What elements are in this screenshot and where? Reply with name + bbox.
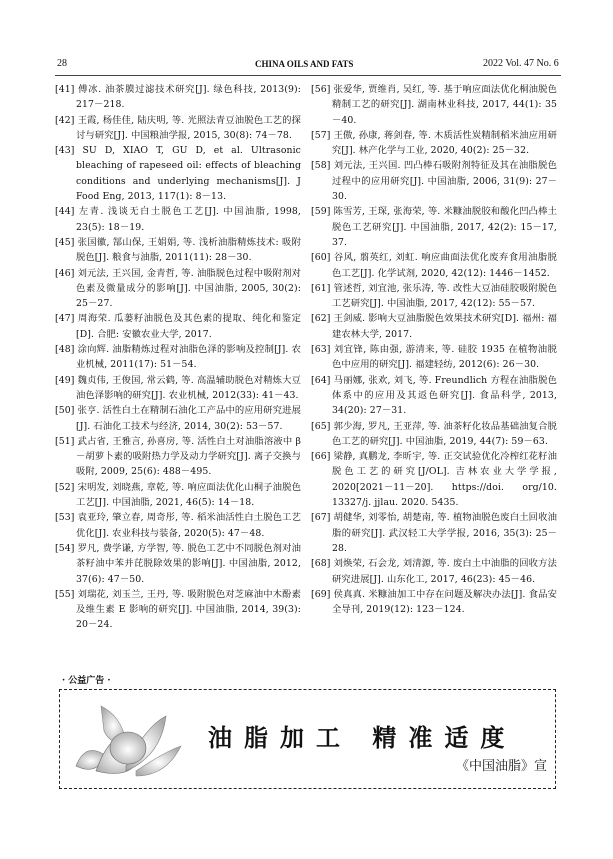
reference-entry: [48] 涂向辉. 油脂精炼过程对油脂色泽的影响及控制[J]. 农业机械, 2011(17): 51－54.: [55, 344, 301, 371]
reference-entry: [63] 刘宜锋, 陈由强, 游清来, 等. 硅胶 1935 在植物油脱色中应用的研究[J]. 福建轻纺, 2012(6): 26－30.: [311, 344, 557, 371]
reference-entry: [45] 张国徽, 郜山保, 王娟娟, 等. 浅析油脂精炼技术: 吸附脱色[J]. 粮食与油脂, 2011(11): 28－30.: [55, 236, 301, 264]
reference-entry: [57] 王傲, 孙康, 蒋剑春, 等. 木质活性炭精制稻米油应用研究[J]. 林产化学与工业, 2020, 40(2): 25－32.: [311, 129, 557, 157]
reference-entry: [49] 魏贞伟, 王俊国, 常云鹤, 等. 高温辅助脱色对精炼大豆油色泽影响的研究[J]. 农业机械, 2012(33): 41－43.: [55, 374, 301, 401]
reference-entry: [64] 马丽娜, 张欢, 刘飞, 等. Freundlich 方程在油脂脱色体系中的应用及其返色研究[J]. 食品科学, 2013, 34(20): 27－31.: [311, 374, 557, 417]
reference-entry: [59] 陈雪芳, 王琛, 张海荣, 等. 米糠油脱胶和酸化凹凸棒土脱色工艺研究[J]. 中国油脂, 2017, 42(2): 15－17, 37.: [311, 206, 557, 248]
reference-entry: [58] 刘元法, 王兴国. 凹凸棒石吸附剂特征及其在油脂脱色过程中的应用研究[J]. 中国油脂, 2006, 31(9): 27－30.: [311, 160, 557, 203]
reference-entry: [55] 刘瑞花, 刘玉兰, 王丹, 等. 吸附脱色对芝麻油中木酚素及维生素 E 影响的研究[J]. 中国油脂, 2014, 39(3): 20－24.: [55, 588, 301, 631]
header-rule: [55, 75, 561, 76]
reference-entry: [46] 刘元法, 王兴国, 金青哲, 等. 油脂脱色过程中吸附剂对色素及微量成分的影响[J]. 中国油脂, 2005, 30(2): 25－27.: [55, 267, 301, 310]
reference-entry: [51] 武占省, 王雅言, 孙喜房, 等. 活性白土对油脂溶液中 β－胡萝卜素的吸附热力学及动力学研究[J]. 离子交换与吸附, 2009, 25(6): 488－495.: [55, 435, 301, 478]
reference-entry: [62] 王剑威. 影响大豆油脂脱色效果技术研究[D]. 福州: 福建农林大学, 2017.: [311, 313, 557, 340]
reference-entry: [56] 张爱华, 贾维肖, 吴红, 等. 基于响应面法优化桐油脱色精制工艺的研究[J]. 湖南林业科技, 2017, 44(1): 35－40.: [311, 84, 557, 126]
reference-entry: [41] 傅冰. 油茶膜过滤技术研究[J]. 绿色科技, 2013(9): 217－218.: [55, 84, 301, 111]
reference-entry: [61] 管述哲, 刘宜池, 张乐涛, 等. 改性大豆油硅胶吸附脱色工艺研究[J]. 中国油脂, 2017, 42(12): 55－57.: [311, 282, 557, 310]
reference-entry: [65] 郭少海, 罗凡, 王亚萍, 等. 油茶籽化妆品基础油复合脱色工艺的研究[J]. 中国油脂, 2019, 44(7): 59－63.: [311, 420, 557, 447]
public-service-ad: [59, 689, 556, 789]
ad-sponsor: 《中国油脂》宣: [455, 759, 547, 774]
reference-entry: [50] 张亨. 活性白土在精制石油化工产品中的应用研究进展[J]. 石油化工技术与经济, 2014, 30(2): 53－57.: [55, 405, 301, 432]
issue-info: 2022 Vol. 47 No. 6: [483, 58, 559, 69]
ad-slogan: 油脂加工 精准适度: [208, 723, 517, 752]
journal-title: CHINA OILS AND FATS: [255, 59, 354, 69]
reference-entry: [66] 梁静, 真鹏龙, 李昕宇, 等. 正交试验优化冷榨红花籽油脱色工艺的研究[J/OL]. 吉林农业大学学报, 2020[2021－11－20]. https://doi. org/10. 13327/j. jjlau. 2020. 5435.: [311, 451, 557, 509]
reference-entry: [53] 袁亚玲, 肇立春, 周奇彤, 等. 稻米油活性白土脱色工艺优化[J]. 农业科技与装备, 2020(5): 47－48.: [55, 512, 301, 539]
reference-entry: [43] SU D, XIAO T, GU D, et al. Ultrasonic bleaching of rapeseed oil: effects of bleaching conditions and underlying mechanisms[J]. J Food Eng, 2013, 117(1): 8－13.: [55, 145, 301, 203]
reference-entry: [47] 周海荣. 瓜蒌籽油脱色及其色素的提取、纯化和鉴定[D]. 合肥: 安徽农业大学, 2017.: [55, 313, 301, 340]
lotus-icon: [66, 696, 191, 784]
reference-entry: [54] 罗凡, 费学谦, 方学智, 等. 脱色工艺中不同脱色剂对油茶籽油中苯并芘脱除效果的影响[J]. 中国油脂, 2012, 37(6): 47－50.: [55, 542, 301, 585]
references-right-column: [311, 82, 557, 617]
ad-label: · 公益广告 ·: [62, 676, 111, 686]
reference-entry: [69] 侯真真. 米糠油加工中存在问题及解决办法[J]. 食品安全导刊, 2019(12): 123－124.: [311, 588, 557, 616]
reference-entry: [52] 宋明发, 刘晓燕, 章乾, 等. 响应面法优化山桐子油脱色工艺[J]. 中国油脂, 2021, 46(5): 14－18.: [55, 481, 301, 509]
reference-entry: [44] 左青. 浅谈无白土脱色工艺[J]. 中国油脂, 1998, 23(5): 18－19.: [55, 206, 301, 233]
reference-entry: [67] 胡健华, 刘零怡, 胡楚南, 等. 植物油脱色废白土回收油脂的研究[J]. 武汉轻工大学学报, 2016, 35(3): 25－28.: [311, 512, 557, 554]
references-left-column: [55, 82, 301, 633]
reference-entry: [68] 刘焕荣, 石会龙, 刘清源, 等. 废白土中油脂的回收方法研究进展[J]. 山东化工, 2017, 46(23): 45－46.: [311, 558, 557, 585]
reference-entry: [42] 王霞, 杨佳佳, 陆庆明, 等. 光照法青豆油脱色工艺的探讨与研究[J]. 中国粮油学报, 2015, 30(8): 74－78.: [55, 114, 301, 141]
page-number: 28: [57, 58, 67, 69]
reference-entry: [60] 谷风, 翦英红, 刘虹. 响应曲面法优化废弃食用油脂脱色工艺[J]. 化学试剂, 2020, 42(12): 1446－1452.: [311, 252, 557, 279]
